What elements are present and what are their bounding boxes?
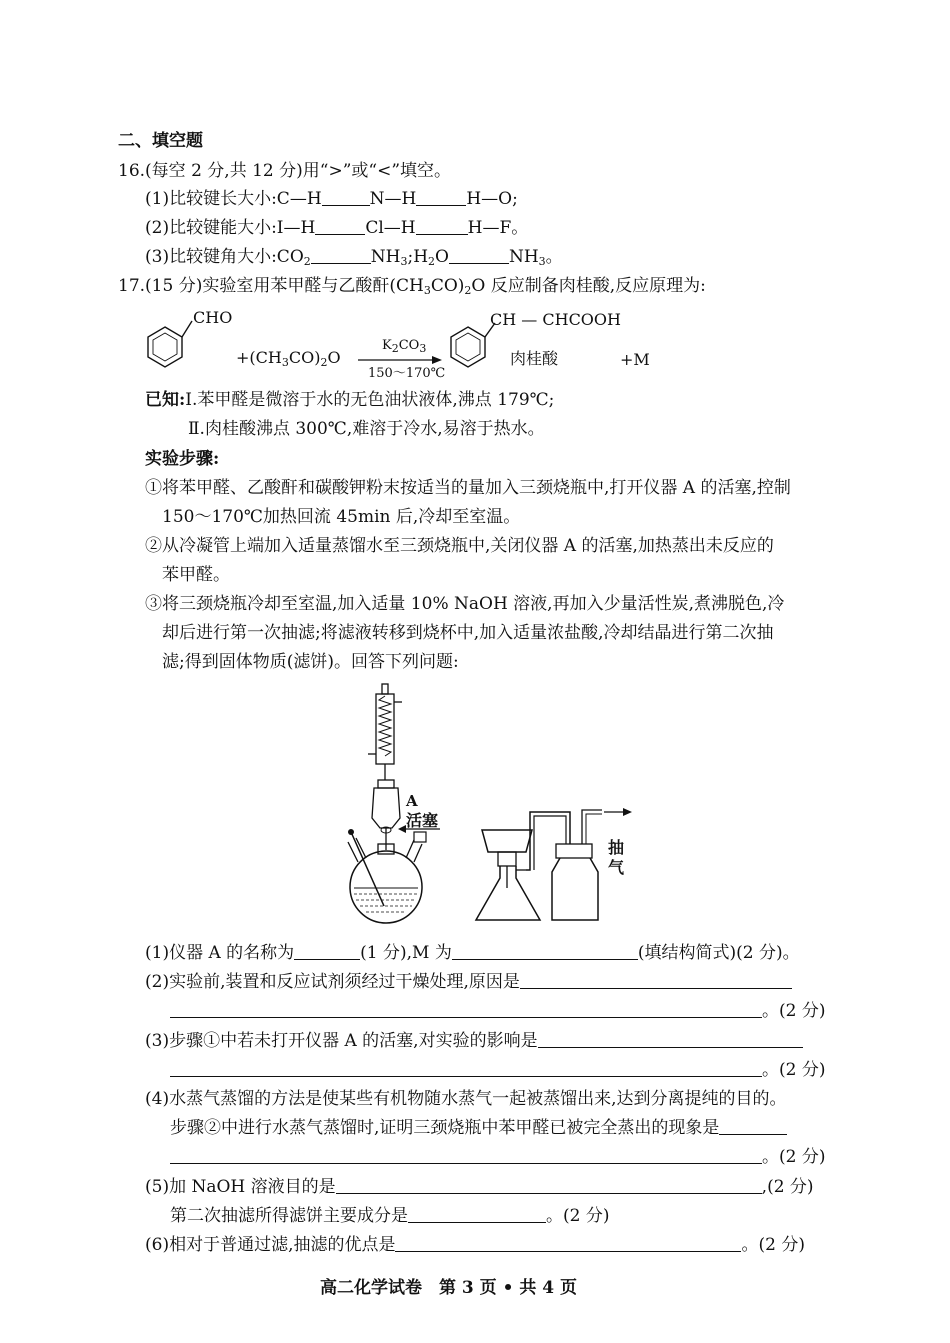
temperature-label: 150～170℃: [368, 366, 446, 381]
steps-label: 实验步骤:: [145, 449, 220, 469]
q16-line2: (2)比较键能大小:I—H Cl—H H—F。: [145, 218, 529, 238]
answer-blank[interactable]: [719, 1118, 787, 1135]
answer-blank[interactable]: [294, 943, 360, 960]
apparatus-diagram: [340, 682, 640, 932]
answer-blank[interactable]: [170, 1001, 762, 1018]
q16-line3: (3)比较键角大小$:CO_2$ $NH_3;H_2O$ $NH_3$。: [145, 247, 563, 268]
step-1a: ①将苯甲醛、乙酸酐和碳酸钾粉末按适当的量加入三颈烧瓶中,打开仪器 A 的活塞,控制: [145, 478, 791, 498]
question-1: (1)仪器 A 的名称为 (1 分),M 为 (填结构简式)(2 分)。: [145, 943, 800, 963]
byproduct-m: +M: [620, 350, 650, 369]
q16-line1: (1)比较键长大小:C—H N—H H—O;: [145, 189, 518, 209]
product-formula: CH — CHCOOH: [490, 310, 621, 329]
answer-blank[interactable]: [538, 1031, 803, 1048]
question-2-cont: 。(2 分): [170, 1000, 825, 1022]
question-5a: (5)加 NaOH 溶液目的是 ,(2 分): [145, 1177, 814, 1197]
step-3b: 却后进行第一次抽滤;将滤液转移到烧杯中,加入适量浓盐酸,冷却结晶进行第二次抽: [162, 623, 774, 643]
question-2: (2)实验前,装置和反应试剂须经过干燥处理,原因是: [145, 971, 792, 993]
answer-blank[interactable]: [416, 189, 466, 206]
valve-label: 活塞: [406, 811, 439, 830]
known-2: Ⅱ.肉桂酸沸点 300℃,难溶于冷水,易溶于热水。: [188, 419, 545, 439]
step-1b: 150～170℃加热回流 45min 后,冷却至室温。: [162, 507, 521, 527]
product-name: 肉桂酸: [510, 349, 559, 368]
question-3: (3)步骤①中若未打开仪器 A 的活塞,对实验的影响是: [145, 1030, 803, 1052]
answer-blank[interactable]: [315, 218, 365, 235]
section-title: 二、填空题: [118, 131, 203, 151]
step-3a: ③将三颈烧瓶冷却至室温,加入适量 10% NaOH 溶液,再加入少量活性炭,煮沸脱色,冷: [145, 594, 785, 614]
pump-label: 抽气: [608, 838, 625, 877]
question-4b: 步骤②中进行水蒸气蒸馏时,证明三颈烧瓶中苯甲醛已被完全蒸出的现象是: [170, 1117, 787, 1139]
answer-blank[interactable]: [170, 1060, 762, 1077]
known-1: 已知:Ⅰ.苯甲醛是微溶于水的无色油状液体,沸点 179℃;: [145, 390, 555, 410]
step-2a: ②从冷凝管上端加入适量蒸馏水至三颈烧瓶中,关闭仪器 A 的活塞,加热蒸出未反应的: [145, 536, 774, 556]
q17-heading: 17.(15 分)实验室用苯甲醛与乙酸酐$(CH_3CO)_2O$ 反应制备肉桂酸,反应原理为:: [118, 276, 706, 297]
benzene-ring-icon: [140, 315, 200, 375]
step-3c: 滤;得到固体物质(滤饼)。回答下列问题:: [162, 652, 459, 672]
answer-blank[interactable]: [449, 247, 509, 264]
answer-blank[interactable]: [395, 1235, 741, 1252]
question-6: (6)相对于普通过滤,抽滤的优点是 。(2 分): [145, 1235, 805, 1255]
catalyst-label: $K_2CO_3$: [382, 338, 427, 355]
step-2b: 苯甲醛。: [162, 565, 230, 585]
question-5b: 第二次抽滤所得滤饼主要成分是 。(2 分): [170, 1206, 610, 1226]
page-footer: 高二化学试卷 第 3 页 • 共 4 页: [320, 1278, 578, 1298]
answer-blank[interactable]: [170, 1147, 762, 1164]
answer-blank[interactable]: [520, 972, 792, 989]
answer-blank[interactable]: [416, 218, 468, 235]
question-4a: (4)水蒸气蒸馏的方法是使某些有机物随水蒸气一起被蒸馏出来,达到分离提纯的目的。: [145, 1089, 787, 1109]
answer-blank[interactable]: [311, 247, 371, 264]
cho-label: CHO: [193, 308, 233, 327]
answer-blank[interactable]: [336, 1177, 762, 1194]
question-3-cont: 。(2 分): [170, 1059, 825, 1081]
answer-blank[interactable]: [322, 189, 370, 206]
reagent-anhydride: $+(CH_3CO)_2O$: [236, 348, 341, 369]
apparatus-a-label: A: [406, 792, 418, 810]
question-4-cont: 。(2 分): [170, 1146, 825, 1168]
q16-heading: 16.(每空 2 分,共 12 分)用“>”或“<”填空。: [118, 161, 452, 181]
answer-blank[interactable]: [408, 1206, 546, 1223]
answer-blank[interactable]: [452, 943, 638, 960]
